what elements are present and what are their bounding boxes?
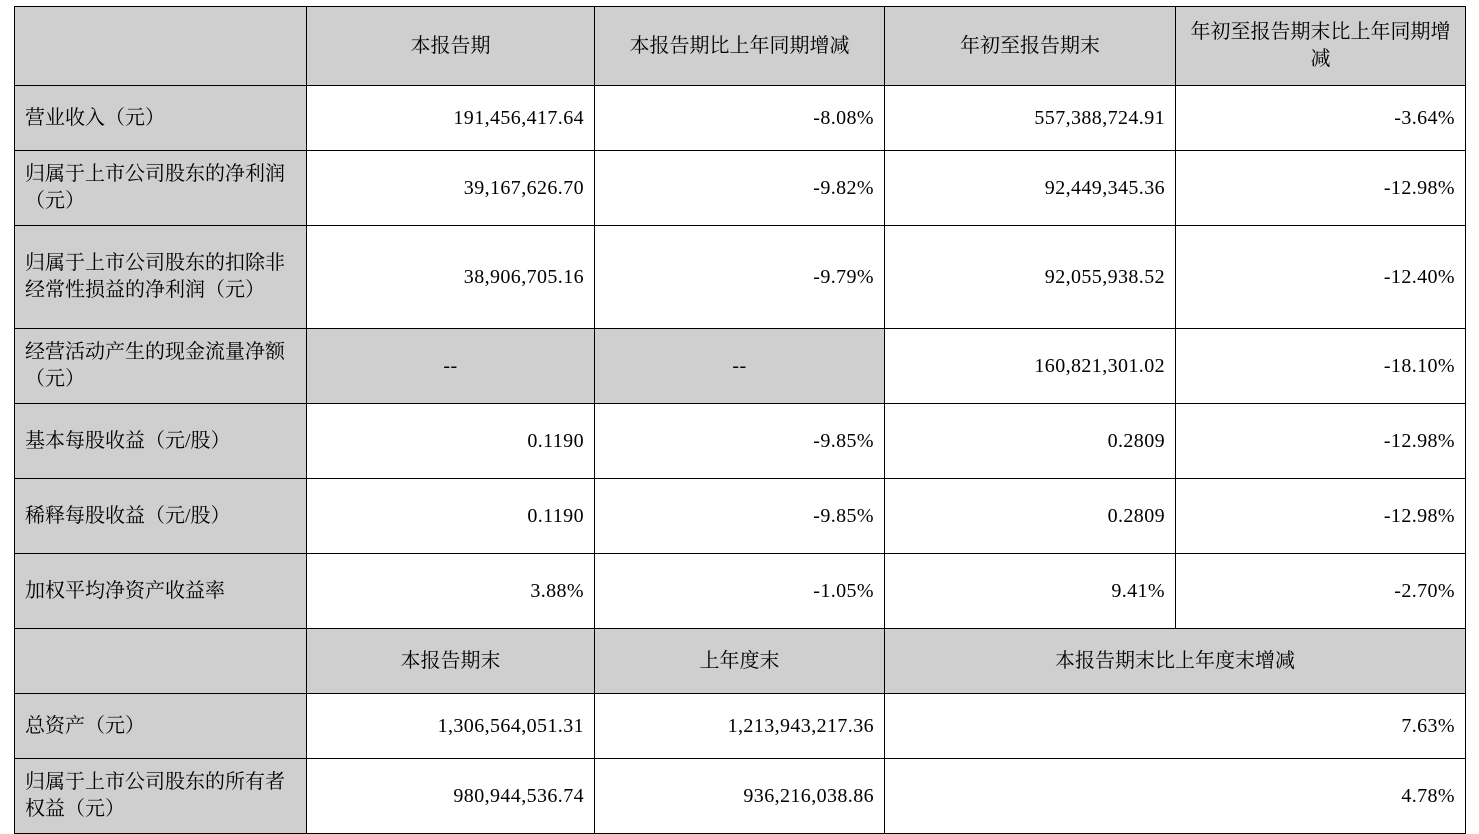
cell-total-assets-change: 7.63%: [885, 694, 1466, 759]
cell-net-profit-current: 39,167,626.70: [307, 151, 595, 226]
cell-operating-cashflow-current-yoy: --: [595, 329, 885, 404]
header-corner-cell: [15, 7, 307, 86]
cell-operating-cashflow-ytd: 160,821,301.02: [885, 329, 1176, 404]
cell-operating-cashflow-ytd-yoy: -18.10%: [1176, 329, 1466, 404]
cell-revenue-ytd-yoy: -3.64%: [1176, 86, 1466, 151]
header2-col-period-end: 本报告期末: [307, 629, 595, 694]
cell-net-profit-deducted-ytd-yoy: -12.40%: [1176, 226, 1466, 329]
cell-roe-current-yoy: -1.05%: [595, 554, 885, 629]
cell-net-profit-deducted-current-yoy: -9.79%: [595, 226, 885, 329]
table-row: [15, 329, 1466, 404]
cell-revenue-current: 191,456,417.64: [307, 86, 595, 151]
cell-net-profit-current-yoy: -9.82%: [595, 151, 885, 226]
table-row: [15, 151, 1466, 226]
cell-revenue-ytd: 557,388,724.91: [885, 86, 1176, 151]
cell-basic-eps-ytd: 0.2809: [885, 404, 1176, 479]
cell-revenue-current-yoy: -8.08%: [595, 86, 885, 151]
row-label-equity: 归属于上市公司股东的所有者权益（元）: [15, 759, 307, 834]
row-label-net-profit: 归属于上市公司股东的净利润（元）: [15, 151, 307, 226]
table-row: [15, 759, 1466, 834]
cell-total-assets-period-end: 1,306,564,051.31: [307, 694, 595, 759]
table-row: [15, 404, 1466, 479]
table-header-row-2: [15, 629, 1466, 694]
cell-net-profit-ytd-yoy: -12.98%: [1176, 151, 1466, 226]
header2-col-prior-year-end: 上年度末: [595, 629, 885, 694]
cell-operating-cashflow-current: --: [307, 329, 595, 404]
table-row: [15, 694, 1466, 759]
row-label-operating-cashflow: 经营活动产生的现金流量净额（元）: [15, 329, 307, 404]
table-row: [15, 554, 1466, 629]
cell-total-assets-prior-year-end: 1,213,943,217.36: [595, 694, 885, 759]
cell-roe-current: 3.88%: [307, 554, 595, 629]
table-header-row-1: [15, 7, 1466, 86]
cell-basic-eps-current-yoy: -9.85%: [595, 404, 885, 479]
row-label-basic-eps: 基本每股收益（元/股）: [15, 404, 307, 479]
cell-diluted-eps-ytd-yoy: -12.98%: [1176, 479, 1466, 554]
header2-col-change: 本报告期末比上年度末增减: [885, 629, 1466, 694]
header-col-ytd: 年初至报告期末: [885, 7, 1176, 86]
header-col-current-period: 本报告期: [307, 7, 595, 86]
header2-corner-cell: [15, 629, 307, 694]
cell-equity-prior-year-end: 936,216,038.86: [595, 759, 885, 834]
row-label-net-profit-deducted: 归属于上市公司股东的扣除非经常性损益的净利润（元）: [15, 226, 307, 329]
row-label-diluted-eps: 稀释每股收益（元/股）: [15, 479, 307, 554]
row-label-total-assets: 总资产（元）: [15, 694, 307, 759]
cell-roe-ytd: 9.41%: [885, 554, 1176, 629]
row-label-roe: 加权平均净资产收益率: [15, 554, 307, 629]
cell-basic-eps-current: 0.1190: [307, 404, 595, 479]
cell-diluted-eps-ytd: 0.2809: [885, 479, 1176, 554]
cell-net-profit-deducted-current: 38,906,705.16: [307, 226, 595, 329]
header-col-current-period-yoy: 本报告期比上年同期增减: [595, 7, 885, 86]
row-label-revenue: 营业收入（元）: [15, 86, 307, 151]
financial-summary-table: [14, 6, 1466, 834]
cell-basic-eps-ytd-yoy: -12.98%: [1176, 404, 1466, 479]
cell-diluted-eps-current-yoy: -9.85%: [595, 479, 885, 554]
cell-diluted-eps-current: 0.1190: [307, 479, 595, 554]
header-col-ytd-yoy: 年初至报告期末比上年同期增减: [1176, 7, 1466, 86]
table-row: [15, 226, 1466, 329]
cell-net-profit-deducted-ytd: 92,055,938.52: [885, 226, 1176, 329]
cell-equity-period-end: 980,944,536.74: [307, 759, 595, 834]
table-row: [15, 86, 1466, 151]
cell-net-profit-ytd: 92,449,345.36: [885, 151, 1176, 226]
cell-equity-change: 4.78%: [885, 759, 1466, 834]
table-row: [15, 479, 1466, 554]
cell-roe-ytd-yoy: -2.70%: [1176, 554, 1466, 629]
